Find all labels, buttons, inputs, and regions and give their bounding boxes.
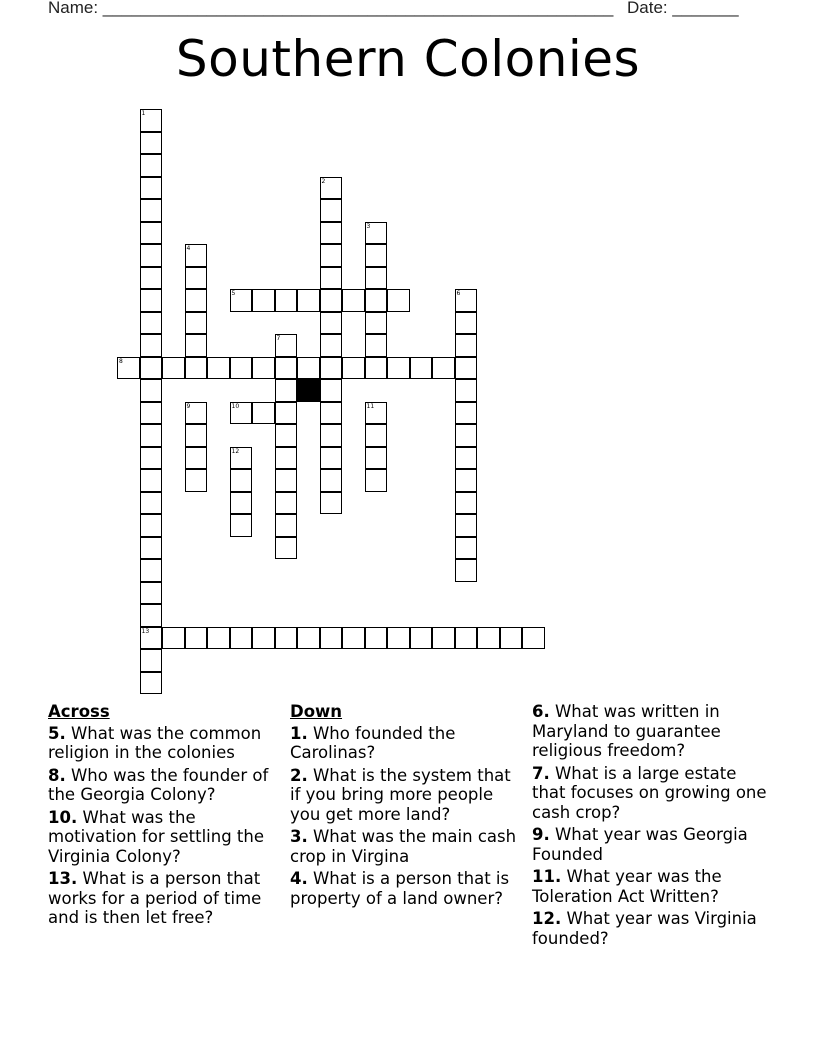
clue-down-11: 11. What year was the Toleration Act Written? <box>532 867 722 906</box>
grid-cell[interactable] <box>140 559 163 582</box>
grid-cell[interactable] <box>140 109 163 132</box>
clue-number: 12 <box>231 447 240 455</box>
down-clues <box>290 702 522 911</box>
grid-cell[interactable] <box>140 469 163 492</box>
grid-cell[interactable] <box>320 469 343 492</box>
grid-cell[interactable] <box>320 289 343 312</box>
grid-cell[interactable] <box>365 289 388 312</box>
grid-cell[interactable] <box>185 402 208 425</box>
grid-cell[interactable] <box>342 289 365 312</box>
down-heading: Down <box>290 702 343 721</box>
grid-cell[interactable] <box>365 627 388 650</box>
grid-cell[interactable] <box>275 402 298 425</box>
clue-down-4: 4. What is a person that is property of a land owner? <box>290 869 510 908</box>
grid-cell[interactable] <box>275 357 298 380</box>
grid-cell[interactable] <box>140 514 163 537</box>
grid-cell[interactable] <box>432 627 455 650</box>
clue-across-8: 8. Who was the founder of the Georgia Colony? <box>48 765 269 804</box>
grid-cell[interactable] <box>455 627 478 650</box>
grid-cell[interactable] <box>275 334 298 357</box>
grid-cell[interactable] <box>365 357 388 380</box>
grid-cell[interactable] <box>140 199 163 222</box>
grid-cell[interactable] <box>455 537 478 560</box>
grid-cell[interactable] <box>455 289 478 312</box>
grid-cell[interactable] <box>252 627 275 650</box>
black-cell <box>297 379 320 402</box>
grid-cell[interactable] <box>140 132 163 155</box>
grid-cell[interactable] <box>320 267 343 290</box>
grid-cell[interactable] <box>140 447 163 470</box>
grid-cell[interactable] <box>140 154 163 177</box>
clue-down-6: 6. What was written in Maryland to guarantee religious freedom? <box>532 702 721 760</box>
grid-cell[interactable] <box>275 469 298 492</box>
grid-cell[interactable] <box>455 334 478 357</box>
grid-cell[interactable] <box>455 447 478 470</box>
grid-cell[interactable] <box>230 469 253 492</box>
grid-cell[interactable] <box>207 357 230 380</box>
clue-number: 11 <box>366 402 375 410</box>
grid-cell[interactable] <box>162 357 185 380</box>
grid-cell[interactable] <box>140 402 163 425</box>
grid-cell[interactable] <box>140 312 163 335</box>
grid-cell[interactable] <box>117 357 140 380</box>
grid-cell[interactable] <box>320 424 343 447</box>
grid-cell[interactable] <box>365 312 388 335</box>
grid-cell[interactable] <box>185 267 208 290</box>
grid-cell[interactable] <box>140 672 163 695</box>
clue-number: 1 <box>141 110 146 117</box>
clue-down-12: 12. What year was Virginia founded? <box>532 909 757 948</box>
grid-cell[interactable] <box>522 627 545 650</box>
grid-cell[interactable] <box>275 379 298 402</box>
grid-cell[interactable] <box>140 267 163 290</box>
grid-cell[interactable] <box>185 469 208 492</box>
grid-cell[interactable] <box>140 334 163 357</box>
grid-cell[interactable] <box>140 289 163 312</box>
grid-cell[interactable] <box>387 627 410 650</box>
clue-number: 5 <box>231 290 236 297</box>
clue-number: 6 <box>456 290 461 297</box>
grid-cell[interactable] <box>140 649 163 672</box>
grid-cell[interactable] <box>320 627 343 650</box>
grid-cell[interactable] <box>365 244 388 267</box>
grid-cell[interactable] <box>275 424 298 447</box>
grid-cell[interactable] <box>320 492 343 515</box>
grid-cell[interactable] <box>275 627 298 650</box>
grid-cell[interactable] <box>477 627 500 650</box>
clue-number: 3 <box>366 222 371 230</box>
clue-number: 2 <box>321 177 326 185</box>
clue-down-3: 3. What was the main cash crop in Virgina <box>290 827 517 866</box>
grid-cell[interactable] <box>185 312 208 335</box>
grid-cell[interactable] <box>320 312 343 335</box>
grid-cell[interactable] <box>297 357 320 380</box>
grid-cell[interactable] <box>320 447 343 470</box>
clue-number: 7 <box>276 335 281 342</box>
date-field-label: Date: _______ <box>627 0 739 17</box>
grid-cell[interactable] <box>410 357 433 380</box>
grid-cell[interactable] <box>185 424 208 447</box>
grid-cell[interactable] <box>275 514 298 537</box>
grid-cell[interactable] <box>320 199 343 222</box>
grid-cell[interactable] <box>365 469 388 492</box>
clue-number: 13 <box>141 627 150 635</box>
grid-cell[interactable] <box>320 379 343 402</box>
grid-cell[interactable] <box>275 447 298 470</box>
grid-cell[interactable] <box>275 289 298 312</box>
grid-cell[interactable] <box>140 424 163 447</box>
page-title: Southern Colonies <box>175 30 641 88</box>
grid-cell[interactable] <box>185 627 208 650</box>
clue-down-1: 1. Who founded the Carolinas? <box>290 723 456 762</box>
grid-cell[interactable] <box>365 402 388 425</box>
grid-cell[interactable] <box>455 469 478 492</box>
clue-across-13: 13. What is a person that works for a period of time and is then let free? <box>48 869 262 927</box>
grid-cell[interactable] <box>140 177 163 200</box>
grid-cell[interactable] <box>320 334 343 357</box>
across-clues <box>48 702 280 931</box>
grid-cell[interactable] <box>185 334 208 357</box>
grid-cell[interactable] <box>252 289 275 312</box>
grid-cell[interactable] <box>410 627 433 650</box>
grid-cell[interactable] <box>365 424 388 447</box>
grid-cell[interactable] <box>455 559 478 582</box>
clue-down-7: 7. What is a large estate that focuses on growing one cash crop? <box>532 763 767 822</box>
grid-cell[interactable] <box>275 492 298 515</box>
grid-cell[interactable] <box>320 222 343 245</box>
grid-cell[interactable] <box>140 379 163 402</box>
grid-cell[interactable] <box>320 357 343 380</box>
grid-cell[interactable] <box>275 537 298 560</box>
grid-cell[interactable] <box>297 627 320 650</box>
grid-cell[interactable] <box>342 627 365 650</box>
grid-cell[interactable] <box>140 604 163 627</box>
grid-cell[interactable] <box>140 537 163 560</box>
grid-cell[interactable] <box>455 312 478 335</box>
across-heading: Across <box>48 702 110 721</box>
name-field-label: Name: ______________________________________________________ <box>48 0 614 17</box>
grid-cell[interactable] <box>185 244 208 267</box>
grid-cell[interactable] <box>320 177 343 200</box>
grid-cell[interactable] <box>185 289 208 312</box>
grid-cell[interactable] <box>432 357 455 380</box>
grid-cell[interactable] <box>140 492 163 515</box>
grid-cell[interactable] <box>320 402 343 425</box>
clue-number: 10 <box>231 402 240 410</box>
grid-cell[interactable] <box>140 582 163 605</box>
grid-cell[interactable] <box>387 357 410 380</box>
clue-number: 8 <box>119 357 123 365</box>
grid-cell[interactable] <box>230 514 253 537</box>
grid-cell[interactable] <box>252 357 275 380</box>
clue-down-2: 2. What is the system that if you bring more people you get more land? <box>290 765 511 824</box>
clue-number: 4 <box>186 245 191 252</box>
grid-cell[interactable] <box>365 334 388 357</box>
grid-cell[interactable] <box>455 379 478 402</box>
grid-cell[interactable] <box>207 627 230 650</box>
grid-cell[interactable] <box>252 402 275 425</box>
grid-cell[interactable] <box>230 492 253 515</box>
grid-cell[interactable] <box>320 244 343 267</box>
grid-cell[interactable] <box>140 222 163 245</box>
grid-cell[interactable] <box>342 357 365 380</box>
grid-cell[interactable] <box>387 289 410 312</box>
grid-cell[interactable] <box>185 357 208 380</box>
grid-cell[interactable] <box>365 267 388 290</box>
grid-cell[interactable] <box>230 627 253 650</box>
grid-cell[interactable] <box>455 357 478 380</box>
clue-down-9: 9. What year was Georgia Founded <box>532 825 748 864</box>
grid-cell[interactable] <box>297 289 320 312</box>
grid-cell[interactable] <box>230 289 253 312</box>
grid-cell[interactable] <box>230 357 253 380</box>
grid-cell[interactable] <box>230 447 253 470</box>
clue-number: 9 <box>186 402 191 410</box>
grid-cell[interactable] <box>365 222 388 245</box>
grid-cell[interactable] <box>140 244 163 267</box>
grid-cell[interactable] <box>455 514 478 537</box>
grid-cell[interactable] <box>162 627 185 650</box>
clue-across-10: 10. What was the motivation for settling the Virginia Colony? <box>48 807 264 866</box>
grid-cell[interactable] <box>230 402 253 425</box>
grid-cell[interactable] <box>455 402 478 425</box>
grid-cell[interactable] <box>185 447 208 470</box>
grid-cell[interactable] <box>455 492 478 515</box>
grid-cell[interactable] <box>140 357 163 380</box>
grid-cell[interactable] <box>500 627 523 650</box>
down-clues-continued <box>532 702 772 951</box>
grid-cell[interactable] <box>365 447 388 470</box>
grid-cell[interactable] <box>140 627 163 650</box>
grid-cell[interactable] <box>455 424 478 447</box>
clue-across-5: 5. What was the common religion in the colonies <box>48 723 262 762</box>
